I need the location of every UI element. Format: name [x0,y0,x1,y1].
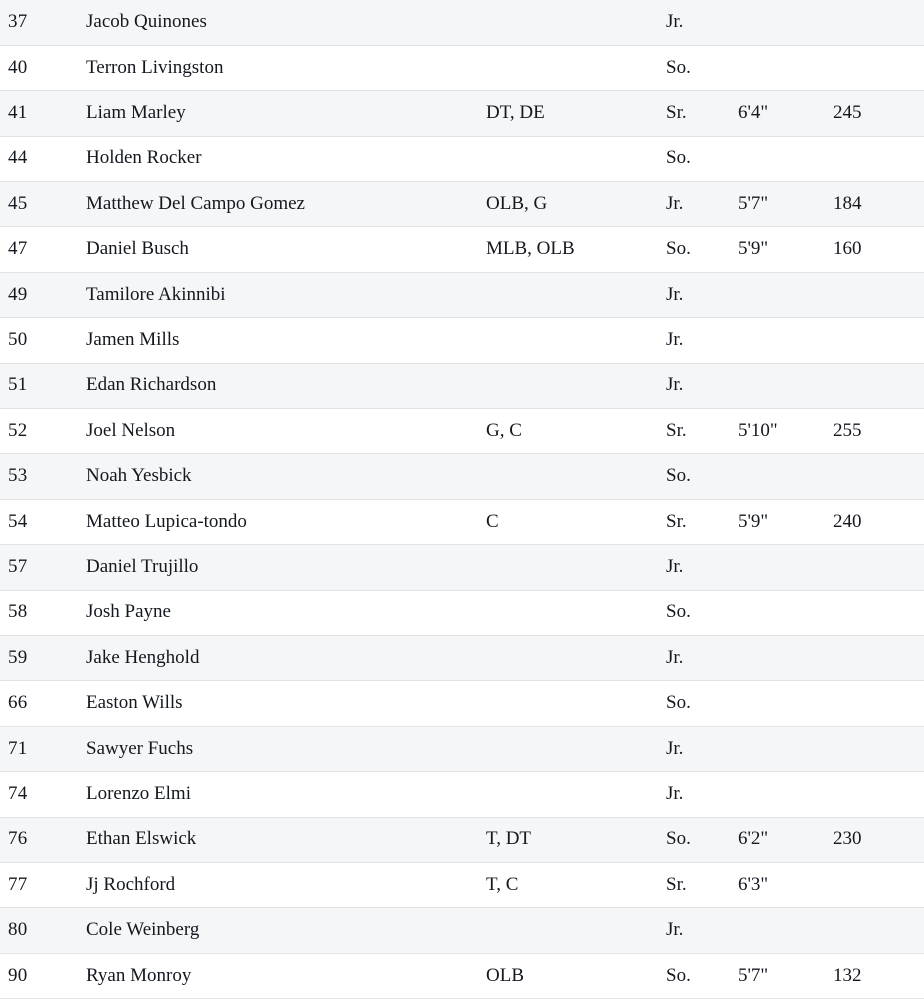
player-weight [833,318,924,363]
table-row [0,318,924,363]
player-weight [833,272,924,317]
player-weight: 184 [833,182,924,227]
player-class: Jr. [666,726,738,771]
player-height: 6'3" [738,862,833,907]
player-name: Cole Weinberg [86,908,486,953]
table-row [0,499,924,544]
player-class: So. [666,953,738,998]
player-weight [833,136,924,181]
player-height: 5'10" [738,409,833,454]
player-name: Daniel Busch [86,227,486,272]
player-positions [486,454,666,499]
player-positions [486,318,666,363]
player-positions: G, C [486,409,666,454]
table-row [0,908,924,953]
player-height: 6'2" [738,817,833,862]
player-height: 5'7" [738,182,833,227]
player-weight [833,0,924,45]
player-number: 77 [0,862,86,907]
table-row [0,953,924,998]
player-class: Jr. [666,182,738,227]
player-positions [486,136,666,181]
player-class: Jr. [666,272,738,317]
player-height [738,545,833,590]
table-row [0,862,924,907]
table-row [0,272,924,317]
player-height: 5'9" [738,499,833,544]
player-height [738,272,833,317]
player-number: 57 [0,545,86,590]
player-height: 6'4" [738,91,833,136]
player-name: Easton Wills [86,681,486,726]
player-weight [833,772,924,817]
player-weight [833,681,924,726]
player-class: So. [666,681,738,726]
player-name: Tamilore Akinnibi [86,272,486,317]
player-name: Joel Nelson [86,409,486,454]
player-height [738,726,833,771]
player-name: Jj Rochford [86,862,486,907]
player-positions [486,363,666,408]
player-weight [833,454,924,499]
player-number: 54 [0,499,86,544]
player-height [738,908,833,953]
player-class: Jr. [666,635,738,680]
player-weight [833,590,924,635]
table-row [0,363,924,408]
player-name: Daniel Trujillo [86,545,486,590]
player-class: Jr. [666,318,738,363]
player-number: 71 [0,726,86,771]
player-height: 5'9" [738,227,833,272]
player-class: So. [666,590,738,635]
table-row [0,91,924,136]
player-positions [486,681,666,726]
player-number: 51 [0,363,86,408]
player-height [738,0,833,45]
player-weight [833,363,924,408]
player-weight [833,635,924,680]
player-name: Holden Rocker [86,136,486,181]
table-row [0,545,924,590]
player-weight: 230 [833,817,924,862]
player-positions [486,45,666,90]
player-number: 59 [0,635,86,680]
player-positions: C [486,499,666,544]
table-row [0,136,924,181]
player-positions: T, DT [486,817,666,862]
player-class: So. [666,136,738,181]
table-row [0,590,924,635]
player-number: 47 [0,227,86,272]
player-positions [486,908,666,953]
player-name: Jacob Quinones [86,0,486,45]
player-class: So. [666,227,738,272]
player-name: Ethan Elswick [86,817,486,862]
table-row [0,635,924,680]
player-class: Sr. [666,862,738,907]
player-height [738,635,833,680]
player-class: Jr. [666,545,738,590]
player-name: Terron Livingston [86,45,486,90]
table-row [0,681,924,726]
player-weight [833,726,924,771]
player-weight: 245 [833,91,924,136]
player-number: 74 [0,772,86,817]
player-height [738,45,833,90]
player-name: Edan Richardson [86,363,486,408]
player-positions: MLB, OLB [486,227,666,272]
player-number: 44 [0,136,86,181]
player-positions [486,772,666,817]
player-height [738,318,833,363]
table-row [0,726,924,771]
player-name: Ryan Monroy [86,953,486,998]
player-weight: 240 [833,499,924,544]
player-positions [486,545,666,590]
table-row [0,182,924,227]
player-weight: 132 [833,953,924,998]
player-name: Jake Henghold [86,635,486,680]
player-name: Sawyer Fuchs [86,726,486,771]
player-name: Matteo Lupica-tondo [86,499,486,544]
table-row [0,772,924,817]
player-name: Liam Marley [86,91,486,136]
player-height [738,772,833,817]
player-height [738,681,833,726]
player-class: Sr. [666,409,738,454]
player-name: Jamen Mills [86,318,486,363]
player-number: 49 [0,272,86,317]
player-weight: 160 [833,227,924,272]
player-weight [833,862,924,907]
player-positions [486,272,666,317]
player-height [738,136,833,181]
player-number: 66 [0,681,86,726]
table-row [0,45,924,90]
player-height: 5'7" [738,953,833,998]
player-name: Noah Yesbick [86,454,486,499]
player-number: 45 [0,182,86,227]
table-row [0,409,924,454]
player-class: Jr. [666,363,738,408]
player-number: 52 [0,409,86,454]
table-row [0,454,924,499]
player-name: Lorenzo Elmi [86,772,486,817]
player-positions [486,0,666,45]
player-class: Sr. [666,91,738,136]
player-name: Matthew Del Campo Gomez [86,182,486,227]
player-height [738,590,833,635]
player-class: So. [666,817,738,862]
player-weight: 255 [833,409,924,454]
player-height [738,363,833,408]
player-positions: DT, DE [486,91,666,136]
player-number: 90 [0,953,86,998]
player-weight [833,908,924,953]
player-positions: T, C [486,862,666,907]
player-positions [486,590,666,635]
player-number: 41 [0,91,86,136]
table-row [0,817,924,862]
table-row [0,227,924,272]
player-number: 58 [0,590,86,635]
player-number: 37 [0,0,86,45]
player-number: 40 [0,45,86,90]
player-number: 80 [0,908,86,953]
player-number: 53 [0,454,86,499]
table-row [0,0,924,45]
player-class: So. [666,454,738,499]
player-number: 50 [0,318,86,363]
player-positions [486,726,666,771]
player-class: Jr. [666,908,738,953]
player-positions [486,635,666,680]
player-weight [833,45,924,90]
player-positions: OLB [486,953,666,998]
player-number: 76 [0,817,86,862]
player-class: Sr. [666,499,738,544]
player-class: So. [666,45,738,90]
player-weight [833,545,924,590]
player-name: Josh Payne [86,590,486,635]
player-height [738,454,833,499]
player-positions: OLB, G [486,182,666,227]
player-class: Jr. [666,772,738,817]
player-class: Jr. [666,0,738,45]
